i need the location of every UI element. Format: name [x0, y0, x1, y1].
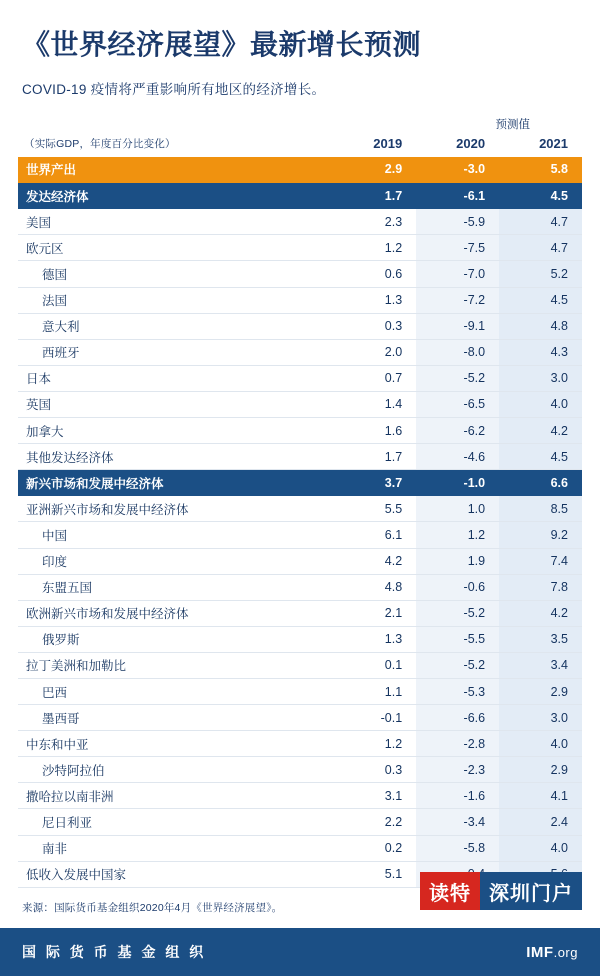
row-value-2021: 4.5 — [499, 183, 582, 209]
row-value-2019: 2.0 — [334, 339, 416, 365]
row-value-2021: 4.3 — [499, 339, 582, 365]
row-value-2020: -6.2 — [416, 418, 499, 444]
row-value-2019: 1.3 — [334, 626, 416, 652]
table-row — [18, 809, 582, 835]
watermark-logo — [420, 872, 582, 910]
row-label: 欧洲新兴市场和发展中经济体 — [18, 600, 334, 626]
row-value-2020: -0.6 — [416, 574, 499, 600]
table-row — [18, 835, 582, 861]
footer-imf-label: IMF — [526, 943, 554, 961]
row-value-2020: -5.9 — [416, 209, 499, 235]
row-label: 尼日利亚 — [18, 809, 334, 835]
row-value-2019: 4.2 — [334, 548, 416, 574]
row-value-2021: 4.0 — [499, 391, 582, 417]
row-label: 西班牙 — [18, 339, 334, 365]
row-value-2020: -9.1 — [416, 313, 499, 339]
row-label: 俄罗斯 — [18, 626, 334, 652]
row-value-2020: 1.9 — [416, 548, 499, 574]
row-label: 印度 — [18, 548, 334, 574]
table-row — [18, 287, 582, 313]
watermark-red-label: 读特 — [420, 872, 480, 910]
row-value-2021: 4.8 — [499, 313, 582, 339]
row-value-2021: 4.7 — [499, 235, 582, 261]
footer-bar — [0, 928, 600, 976]
table-row — [18, 783, 582, 809]
table-row — [18, 470, 582, 496]
table-row — [18, 574, 582, 600]
row-value-2019: 0.3 — [334, 757, 416, 783]
row-value-2021: 2.4 — [499, 809, 582, 835]
table-row — [18, 418, 582, 444]
row-label: 低收入发展中国家 — [18, 861, 334, 887]
row-value-2019: 1.7 — [334, 183, 416, 209]
table-header-row — [18, 136, 582, 157]
row-value-2020: -3.4 — [416, 809, 499, 835]
row-value-2020: -8.0 — [416, 339, 499, 365]
row-value-2021: 4.5 — [499, 287, 582, 313]
row-value-2019: 6.1 — [334, 522, 416, 548]
row-value-2019: 1.6 — [334, 418, 416, 444]
row-value-2019: 1.7 — [334, 444, 416, 470]
forecast-table-container — [18, 116, 582, 888]
row-value-2021: 5.2 — [499, 261, 582, 287]
row-value-2021: 4.1 — [499, 783, 582, 809]
row-value-2019: 2.2 — [334, 809, 416, 835]
row-label: 法国 — [18, 287, 334, 313]
table-row — [18, 365, 582, 391]
row-value-2020: -7.0 — [416, 261, 499, 287]
row-label: 英国 — [18, 391, 334, 417]
row-value-2020: -5.2 — [416, 600, 499, 626]
row-label: 世界产出 — [18, 157, 334, 183]
row-value-2020: -5.8 — [416, 835, 499, 861]
row-value-2019: 0.1 — [334, 652, 416, 678]
row-label: 沙特阿拉伯 — [18, 757, 334, 783]
table-row — [18, 548, 582, 574]
row-value-2019: 0.3 — [334, 313, 416, 339]
table-row — [18, 522, 582, 548]
footer-domain-suffix: .org — [553, 944, 578, 960]
table-row — [18, 705, 582, 731]
row-label: 墨西哥 — [18, 705, 334, 731]
row-value-2021: 3.0 — [499, 365, 582, 391]
table-row — [18, 678, 582, 704]
watermark-blue-label: 深圳门户 — [480, 872, 582, 910]
table-row — [18, 391, 582, 417]
footer-website — [526, 944, 578, 961]
table-row — [18, 157, 582, 183]
row-value-2019: 1.2 — [334, 235, 416, 261]
forecast-column-group-label: 预测值 — [495, 118, 530, 131]
row-value-2020: -1.0 — [416, 470, 499, 496]
row-value-2021: 4.0 — [499, 835, 582, 861]
col-header-2020: 2020 — [456, 135, 486, 151]
row-value-2019: 0.7 — [334, 365, 416, 391]
row-label: 意大利 — [18, 313, 334, 339]
row-value-2019: 2.3 — [334, 209, 416, 235]
row-value-2021: 4.7 — [499, 209, 582, 235]
row-value-2020: -7.2 — [416, 287, 499, 313]
row-value-2019: 1.1 — [334, 678, 416, 704]
row-value-2021: 3.0 — [499, 705, 582, 731]
row-value-2020: 1.2 — [416, 522, 499, 548]
table-head — [18, 136, 582, 157]
table-row — [18, 235, 582, 261]
row-value-2020: -1.6 — [416, 783, 499, 809]
row-value-2019: 2.1 — [334, 600, 416, 626]
row-value-2021: 4.2 — [499, 418, 582, 444]
table-row — [18, 731, 582, 757]
row-label: 亚洲新兴市场和发展中经济体 — [18, 496, 334, 522]
row-value-2021: 9.2 — [499, 522, 582, 548]
row-label: 中国 — [18, 522, 334, 548]
col-header-2019: 2019 — [373, 135, 403, 151]
row-value-2020: -2.8 — [416, 731, 499, 757]
page-subtitle: COVID-19 疫情将严重影响所有地区的经济增长。 — [22, 81, 326, 97]
row-value-2021: 7.8 — [499, 574, 582, 600]
row-label: 巴西 — [18, 678, 334, 704]
row-value-2020: -5.3 — [416, 678, 499, 704]
table-unit-header: （实际GDP，年度百分比变化） — [24, 137, 176, 150]
row-value-2019: 3.1 — [334, 783, 416, 809]
table-row — [18, 652, 582, 678]
page-title: 《世界经济展望》最新增长预测 — [22, 29, 422, 60]
table-row — [18, 496, 582, 522]
table-row — [18, 600, 582, 626]
row-value-2020: -7.5 — [416, 235, 499, 261]
table-row — [18, 444, 582, 470]
row-label: 其他发达经济体 — [18, 444, 334, 470]
row-value-2019: 0.6 — [334, 261, 416, 287]
row-value-2019: -0.1 — [334, 705, 416, 731]
table-body — [18, 157, 582, 888]
row-value-2020: -6.6 — [416, 705, 499, 731]
row-value-2019: 5.5 — [334, 496, 416, 522]
row-label: 南非 — [18, 835, 334, 861]
row-label: 欧元区 — [18, 235, 334, 261]
row-value-2021: 4.0 — [499, 731, 582, 757]
row-label: 美国 — [18, 209, 334, 235]
row-label: 新兴市场和发展中经济体 — [18, 470, 334, 496]
table-row — [18, 313, 582, 339]
row-label: 拉丁美洲和加勒比 — [18, 652, 334, 678]
header — [0, 0, 600, 98]
row-value-2021: 2.9 — [499, 757, 582, 783]
row-label: 东盟五国 — [18, 574, 334, 600]
row-value-2020: -6.1 — [416, 183, 499, 209]
col-header-2021: 2021 — [539, 135, 568, 151]
table-row — [18, 757, 582, 783]
table-row — [18, 209, 582, 235]
row-value-2019: 5.1 — [334, 861, 416, 887]
row-value-2020: -5.2 — [416, 365, 499, 391]
row-value-2019: 2.9 — [334, 157, 416, 183]
row-value-2019: 3.7 — [334, 470, 416, 496]
row-value-2020: -3.0 — [416, 157, 499, 183]
row-value-2021: 3.5 — [499, 626, 582, 652]
row-value-2021: 3.4 — [499, 652, 582, 678]
footer-organization: 国 际 货 币 基 金 组 织 — [22, 944, 207, 960]
forecast-table — [18, 136, 582, 888]
row-value-2019: 4.8 — [334, 574, 416, 600]
table-row — [18, 261, 582, 287]
row-value-2020: -2.3 — [416, 757, 499, 783]
row-label: 中东和中亚 — [18, 731, 334, 757]
row-label: 德国 — [18, 261, 334, 287]
row-label: 发达经济体 — [18, 183, 334, 209]
row-value-2020: -5.2 — [416, 652, 499, 678]
row-label: 加拿大 — [18, 418, 334, 444]
row-value-2020: -6.5 — [416, 391, 499, 417]
source-note: 来源：国际货币基金组织2020年4月《世界经济展望》。 — [22, 901, 283, 914]
row-value-2021: 2.9 — [499, 678, 582, 704]
row-value-2021: 8.5 — [499, 496, 582, 522]
row-label: 日本 — [18, 365, 334, 391]
table-row — [18, 183, 582, 209]
row-value-2021: 6.6 — [499, 470, 582, 496]
row-value-2021: 7.4 — [499, 548, 582, 574]
row-value-2019: 1.3 — [334, 287, 416, 313]
table-row — [18, 626, 582, 652]
row-value-2019: 1.4 — [334, 391, 416, 417]
row-label: 撒哈拉以南非洲 — [18, 783, 334, 809]
row-value-2019: 0.2 — [334, 835, 416, 861]
row-value-2020: -5.5 — [416, 626, 499, 652]
row-value-2021: 5.8 — [499, 157, 582, 183]
row-value-2021: 4.2 — [499, 600, 582, 626]
row-value-2020: -4.6 — [416, 444, 499, 470]
table-row — [18, 339, 582, 365]
row-value-2019: 1.2 — [334, 731, 416, 757]
row-value-2021: 4.5 — [499, 444, 582, 470]
row-value-2020: 1.0 — [416, 496, 499, 522]
